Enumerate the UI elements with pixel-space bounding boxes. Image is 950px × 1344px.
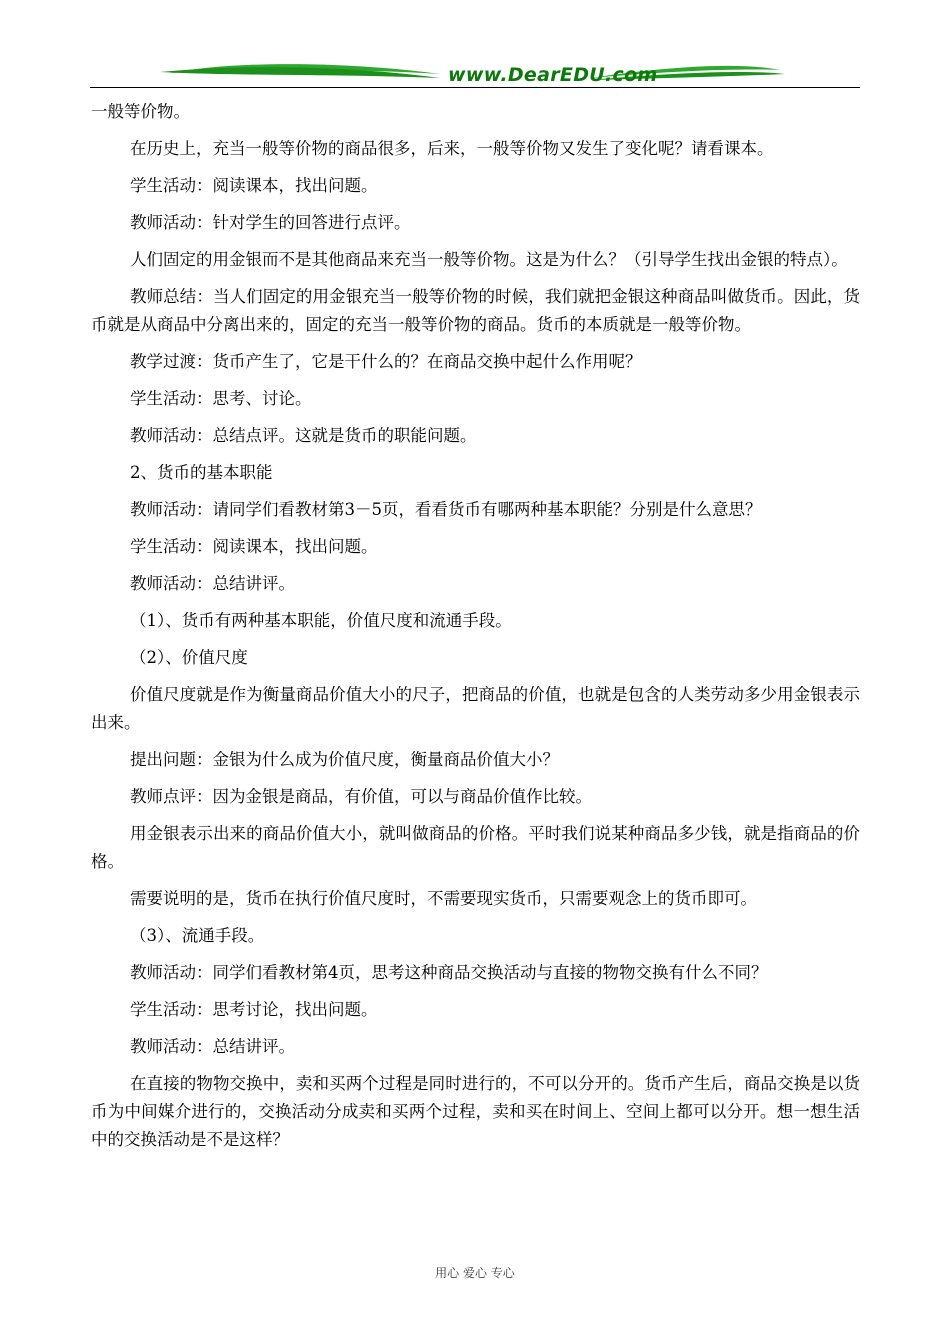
paragraph: 学生活动：思考、讨论。 [130,389,312,408]
paragraph: （2）、价值尺度 [130,648,248,667]
site-logo-text: www.DearEDU.com [448,64,658,86]
paragraph: 需要说明的是，货币在执行价值尺度时，不需要现实货币，只需要观念上的货币即可。 [130,889,757,908]
paragraph: 教师活动：同学们看教材第4页，思考这种商品交换活动与直接的物物交换有什么不同？ [130,963,768,982]
paragraph: 提出问题：金银为什么成为价值尺度，衡量商品价值大小？ [130,750,559,769]
page-footer: 用心 爱心 专心 [435,1266,515,1280]
header-logo-banner [90,58,860,90]
paragraph: 教学过渡：货币产生了，它是干什么的？在商品交换中起什么作用呢？ [130,352,642,371]
paragraph: 教师总结：当人们固定的用金银充当一般等价物的时候，我们就把金银这种商品叫做货币。因此，货币就是从商品中分离出来的，固定的充当一般等价物的商品。货币的本质就是一般等价物。 [91,287,860,334]
header-divider [90,87,860,88]
paragraph: （3）、流通手段。 [130,926,265,945]
paragraph: 用金银表示出来的商品价值大小，就叫做商品的价格。平时我们说某种商品多少钱，就是指商品的价格。 [91,824,860,871]
paragraph: 2、货币的基本职能 [130,463,273,482]
paragraph: 学生活动：阅读课本，找出问题。 [130,537,378,556]
document-body [91,98,860,1163]
paragraph: 在历史上，充当一般等价物的商品很多，后来，一般等价物又发生了变化呢？请看课本。 [130,139,774,158]
paragraph: 教师活动：总结讲评。 [130,574,295,593]
paragraph: 人们固定的用金银而不是其他商品来充当一般等价物。这是为什么？（引导学生找出金银的特点）。 [130,250,848,269]
paragraph: 教师活动：请同学们看教材第3－5页，看看货币有哪两种基本职能？分别是什么意思？ [130,500,762,519]
paragraph: 教师点评：因为金银是商品，有价值，可以与商品价值作比较。 [130,787,592,806]
paragraph: 学生活动：思考讨论，找出问题。 [130,1000,378,1019]
paragraph: 价值尺度就是作为衡量商品价值大小的尺子，把商品的价值，也就是包含的人类劳动多少用金银表示出来。 [91,685,860,732]
paragraph: 教师活动：总结点评。这就是货币的职能问题。 [130,426,477,445]
paragraph: 教师活动：针对学生的回答进行点评。 [130,213,411,232]
paragraph: 学生活动：阅读课本，找出问题。 [130,176,378,195]
paragraph: 教师活动：总结讲评。 [130,1037,295,1056]
paragraph: 一般等价物。 [91,102,190,121]
paragraph: （1）、货币有两种基本职能，价值尺度和流通手段。 [130,611,512,630]
paragraph: 在直接的物物交换中，卖和买两个过程是同时进行的，不可以分开的。货币产生后，商品交换是以货币为中间媒介进行的，交换活动分成卖和买两个过程，卖和买在时间上、空间上都可以分开。想一想生活中的交换活动是不是这样？ [91,1074,860,1149]
